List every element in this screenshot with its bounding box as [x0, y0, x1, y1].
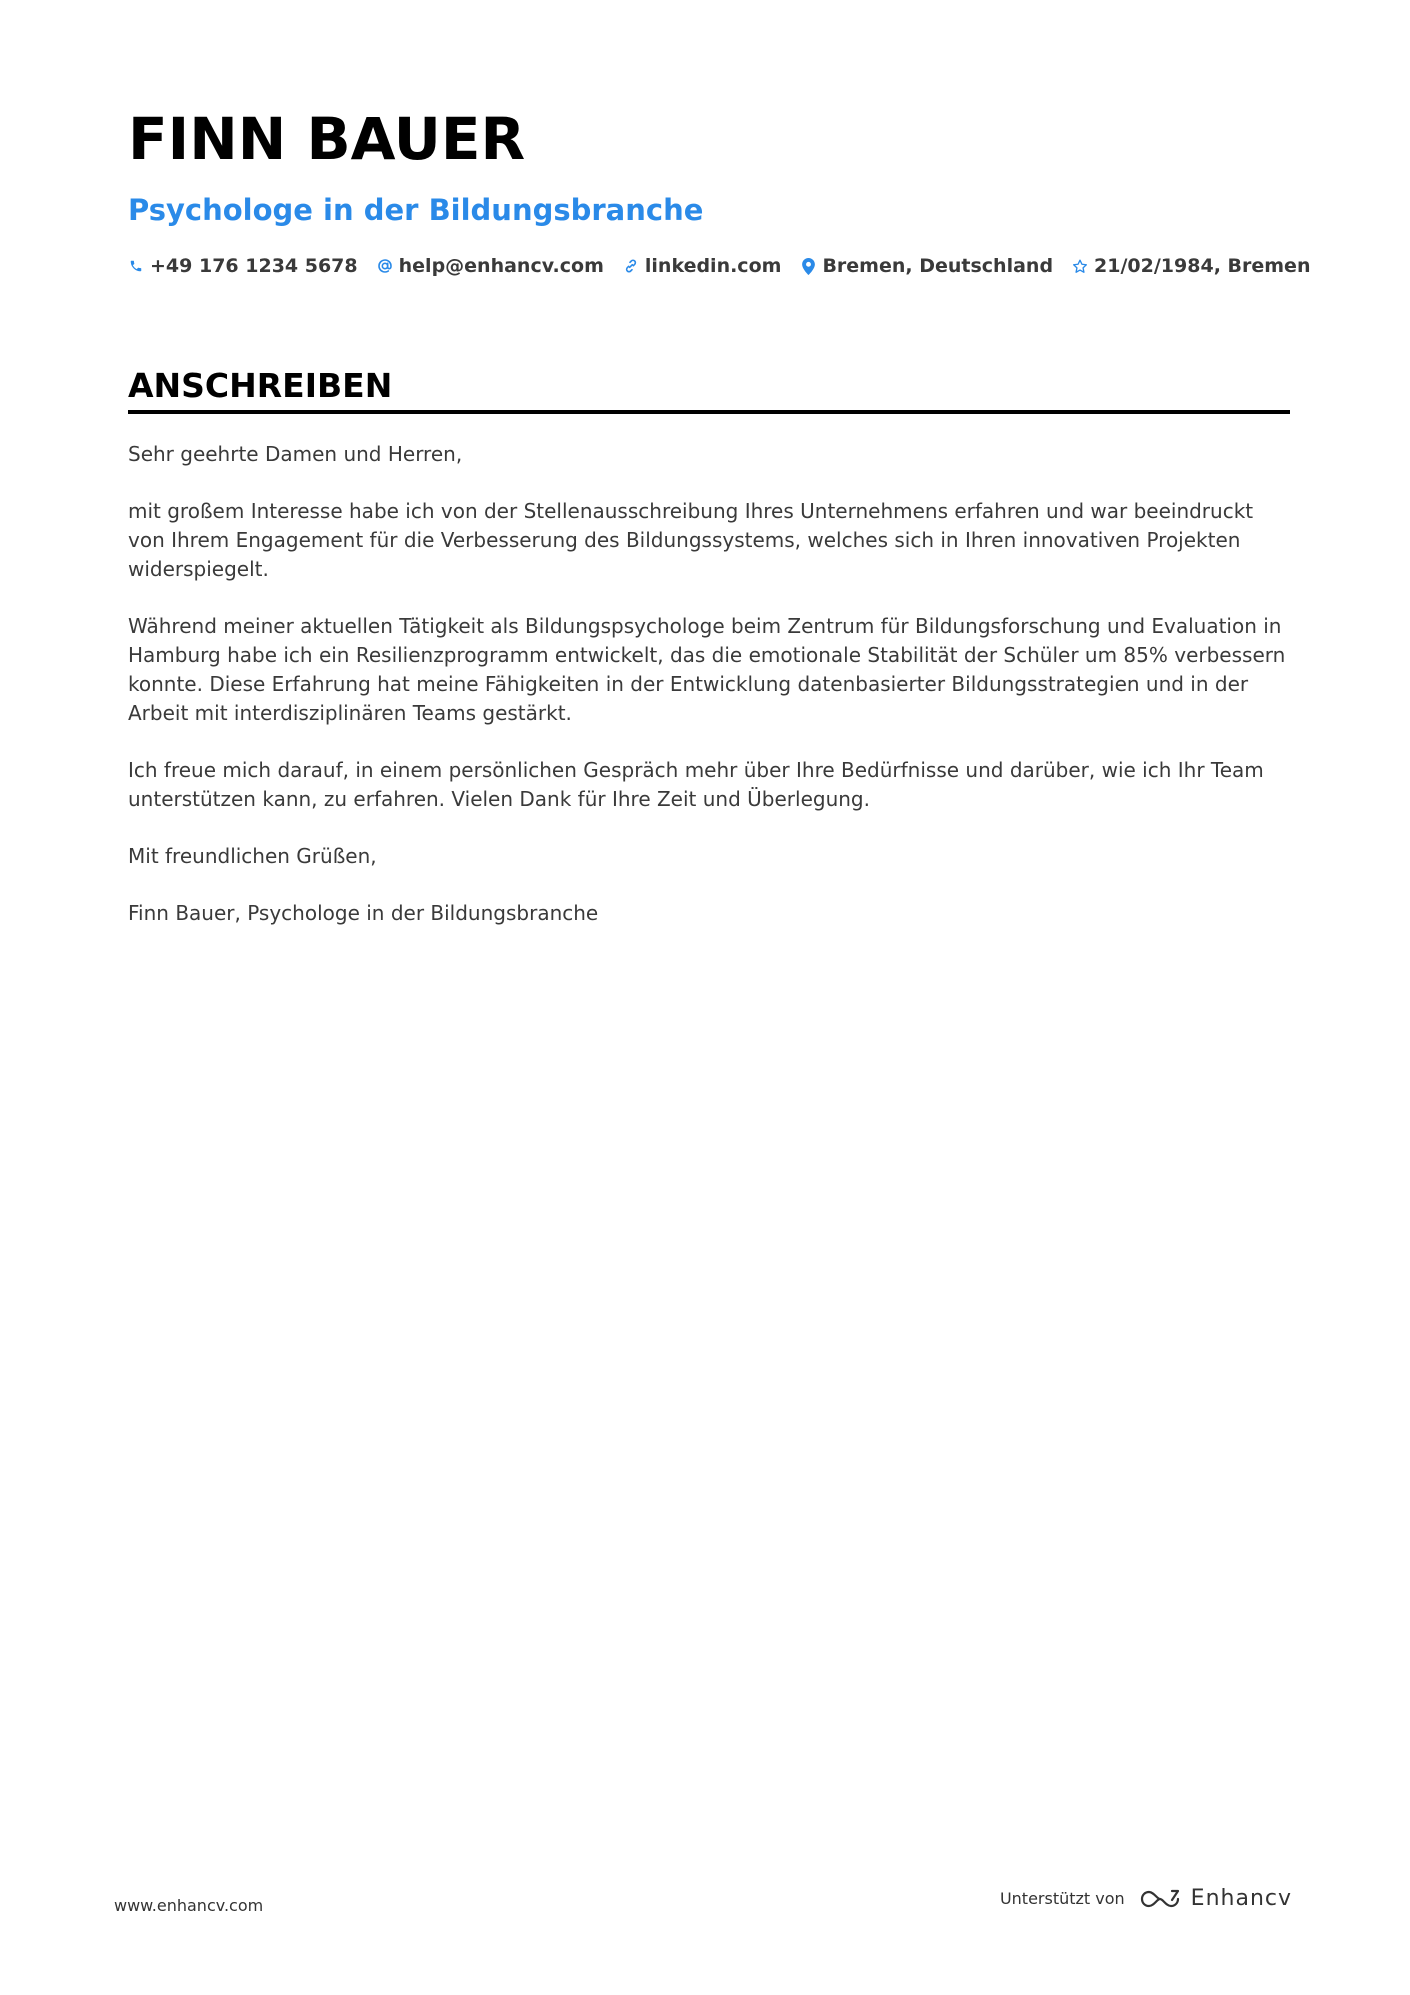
contact-location-text: Bremen, Deutschland [822, 255, 1054, 277]
section-divider [128, 410, 1290, 414]
enhancv-brand-name: Enhancv [1190, 1886, 1292, 1911]
candidate-headline: Psychologe in der Bildungsbranche [128, 193, 704, 227]
letter-paragraph: Während meiner aktuellen Tätigkeit als Bildungspsychologe beim Zentrum für Bildungsforschung und Evaluation in Hamburg habe ich ein Resilienzprogramm entwickelt, das die emotionale Stabilität der Schüler um 85% verbessern konnte. Diese Erfahrung hat meine Fähigkeiten in der Entwicklung datenbasierter Bildungsstrategien und in der Arbeit mit interdisziplinären Teams gestärkt. [128, 614, 1286, 725]
letter-paragraph: Ich freue mich darauf, in einem persönlichen Gespräch mehr über Ihre Bedürfnisse und darüber, wie ich Ihr Team unterstützen kann, zu erfahren. Vielen Dank für Ihre Zeit und Überlegung. [128, 758, 1264, 811]
footer-website-link[interactable]: www.enhancv.com [114, 1896, 264, 1915]
link-icon [623, 257, 639, 275]
contact-email-text: help@enhancv.com [398, 255, 604, 277]
letter-signature: Finn Bauer, Psychologe in der Bildungsbranche [128, 901, 599, 925]
letter-body [128, 440, 1290, 956]
enhancv-logo-icon [1137, 1887, 1183, 1911]
candidate-name: FINN BAUER [128, 105, 526, 173]
star-icon [1072, 257, 1088, 275]
letter-closing: Mit freundlichen Grüßen, [128, 844, 377, 868]
at-icon [377, 257, 393, 275]
contact-birth-text: 21/02/1984, Bremen [1094, 255, 1311, 277]
contact-linkedin[interactable] [623, 255, 782, 277]
letter-paragraph: mit großem Interesse habe ich von der Stellenausschreibung Ihres Unternehmens erfahren und war beeindruckt von Ihrem Engagement für die Verbesserung des Bildungssystems, welches sich in Ihren innovativen Projekten widerspiegelt. [128, 499, 1254, 581]
contact-linkedin-text: linkedin.com [644, 255, 782, 277]
contact-bar [128, 255, 1329, 277]
footer-powered-by[interactable] [1000, 1886, 1292, 1911]
location-pin-icon [800, 257, 816, 275]
contact-email[interactable] [377, 255, 604, 277]
section-title: ANSCHREIBEN [128, 366, 393, 405]
contact-birth [1072, 255, 1310, 277]
contact-phone-text: +49 176 1234 5678 [150, 255, 358, 277]
contact-phone [128, 255, 358, 277]
letter-salutation: Sehr geehrte Damen und Herren, [128, 442, 463, 466]
phone-icon [128, 257, 144, 275]
contact-location [800, 255, 1053, 277]
powered-by-label: Unterstützt von [999, 1889, 1125, 1908]
